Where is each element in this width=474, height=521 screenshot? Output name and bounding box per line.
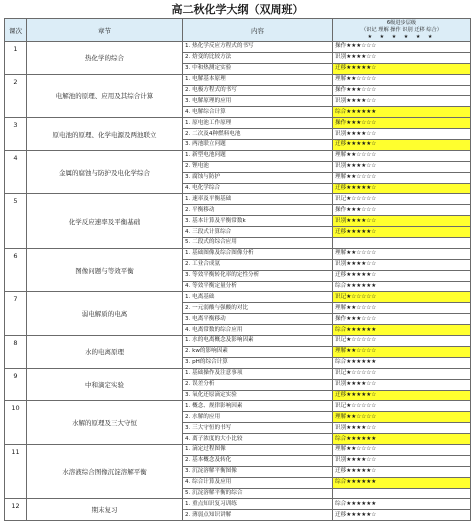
lesson-number: 8 <box>5 336 27 369</box>
content-item: 4. 电离常数的综合应用 <box>183 325 333 336</box>
chapter-title: 电解池的原理、应用及其综合计算 <box>27 74 183 118</box>
level-rating: 识别★★★★☆☆ <box>333 96 471 107</box>
page-title: 高二秋化学大纲（双周班） <box>171 3 304 16</box>
chapter-title: 弱电解质的电离 <box>27 292 183 336</box>
content-item: 2. 薄弱点知识讲解 <box>183 510 333 521</box>
lesson-number: 10 <box>5 401 27 445</box>
lesson-number: 9 <box>5 368 27 401</box>
lesson-number: 5 <box>5 194 27 248</box>
level-rating: 理解★★☆☆☆☆ <box>333 150 471 161</box>
level-legend-names: （识记 理解 操作 识别 迁移 综合） <box>361 27 442 33</box>
level-rating: 综合★★★★★★ <box>333 357 471 368</box>
content-item: 4. 电解综合计算 <box>183 107 333 118</box>
table-row <box>5 194 471 205</box>
content-item: 2. 误差分析 <box>183 379 333 390</box>
chapter-title: 原电池的原理、化学电源及两池联立 <box>27 118 183 151</box>
level-rating: 迁移★★★★★☆ <box>333 390 471 401</box>
content-item: 2. 一元弱酸与强酸的对比 <box>183 303 333 314</box>
content-item: 2. kw的影响因素 <box>183 346 333 357</box>
level-rating: 理解★★☆☆☆☆ <box>333 303 471 314</box>
content-item: 1. 原电池工作原理 <box>183 118 333 129</box>
level-rating: 综合★★★★★★ <box>333 499 471 510</box>
content-item: 1. 基础操作及注意事项 <box>183 368 333 379</box>
content-item: 4. 综合计算及应用 <box>183 477 333 488</box>
lesson-number: 7 <box>5 292 27 336</box>
level-rating: 综合★★★★★★ <box>333 325 471 336</box>
content-item: 1. 速率及平衡基础 <box>183 194 333 205</box>
content-item: 4. 等效平衡定量分析 <box>183 281 333 292</box>
table-row <box>5 401 471 412</box>
lesson-number: 6 <box>5 248 27 292</box>
level-rating: 综合★★★★★★ <box>333 477 471 488</box>
level-rating: 理解★★☆☆☆☆ <box>333 444 471 455</box>
level-rating: 迁移★★★★★☆ <box>333 227 471 238</box>
chapter-title: 化学反应速率及平衡基础 <box>27 194 183 248</box>
content-item: 1. 水的电离概念及影响因素 <box>183 336 333 347</box>
level-rating: 识别★★★★☆☆ <box>333 216 471 227</box>
level-rating: 操作★★★☆☆☆ <box>333 85 471 96</box>
level-rating: 理解★★☆☆☆☆ <box>333 412 471 423</box>
lesson-number: 3 <box>5 118 27 151</box>
level-rating: 理解★★☆☆☆☆ <box>333 74 471 85</box>
chapter-title: 中和滴定实验 <box>27 368 183 401</box>
content-item: 3. 基本计算及平衡常数k <box>183 216 333 227</box>
content-item: 2. 锂电池 <box>183 161 333 172</box>
content-item: 1. 热化学反应方程式的书写 <box>183 42 333 53</box>
chapter-title: 水的电离原理 <box>27 336 183 369</box>
level-rating <box>333 488 471 499</box>
level-rating: 识记★☆☆☆☆☆ <box>333 336 471 347</box>
table-row <box>5 248 471 259</box>
level-rating: 迁移★★★★★☆ <box>333 270 471 281</box>
header-chapter: 章节 <box>27 19 183 42</box>
content-item: 2. 基本概念及转化 <box>183 455 333 466</box>
level-rating: 理解★★☆☆☆☆ <box>333 346 471 357</box>
table-row <box>5 42 471 53</box>
level-rating: 识记★☆☆☆☆☆ <box>333 368 471 379</box>
level-rating: 理解★★☆☆☆☆ <box>333 172 471 183</box>
header-level-legend <box>333 19 471 42</box>
content-item: 3. 等效平衡转化率的定性分析 <box>183 270 333 281</box>
level-rating: 识别★★★★☆☆ <box>333 259 471 270</box>
content-item: 3. 三大守恒的书写 <box>183 423 333 434</box>
level-rating: 识别★★★★☆☆ <box>333 455 471 466</box>
content-item: 4. 三段式计算综合 <box>183 227 333 238</box>
content-item: 1. 重点知识复习训练 <box>183 499 333 510</box>
content-item: 1. 滴定过程图像 <box>183 444 333 455</box>
level-rating: 操作★★★☆☆☆ <box>333 314 471 325</box>
content-item: 3. 两池联立问题 <box>183 140 333 151</box>
table-row <box>5 444 471 455</box>
level-rating: 操作★★★☆☆☆ <box>333 118 471 129</box>
content-item: 2. 焓变的比较方法 <box>183 52 333 63</box>
table-row <box>5 292 471 303</box>
level-rating: 识别★★★★☆☆ <box>333 161 471 172</box>
content-item: 3. 电解原理的应用 <box>183 96 333 107</box>
content-item: 3. 腐蚀与防护 <box>183 172 333 183</box>
content-item: 1. 电离基础 <box>183 292 333 303</box>
chapter-title: 期末复习 <box>27 499 183 521</box>
chapter-title: 水解的原理及三大守恒 <box>27 401 183 445</box>
lesson-number: 12 <box>5 499 27 521</box>
content-item: 1. 概念、规律影响因素 <box>183 401 333 412</box>
level-rating: 迁移★★★★★☆ <box>333 466 471 477</box>
lesson-number: 1 <box>5 42 27 75</box>
chapter-title: 金属的腐蚀与防护及电化学综合 <box>27 150 183 194</box>
table-row <box>5 150 471 161</box>
level-rating: 理解★★☆☆☆☆ <box>333 248 471 259</box>
level-rating: 综合★★★★★★ <box>333 107 471 118</box>
content-item: 3. 沉淀溶解平衡图像 <box>183 466 333 477</box>
level-rating: 识别★★★★☆☆ <box>333 423 471 434</box>
level-rating: 识别★★★★☆☆ <box>333 379 471 390</box>
table-row <box>5 74 471 85</box>
table-row <box>5 336 471 347</box>
content-item: 5. 沉淀溶解平衡的综合 <box>183 488 333 499</box>
level-rating: 综合★★★★★★ <box>333 434 471 445</box>
chapter-title: 图像问题与等效平衡 <box>27 248 183 292</box>
content-item: 3. 电离平衡移动 <box>183 314 333 325</box>
level-legend-title: 6级进步层级 <box>386 20 417 26</box>
lesson-number: 4 <box>5 150 27 194</box>
chapter-title: 水溶液综合图像沉淀溶解平衡 <box>27 444 183 498</box>
content-item: 3. pH的综合计算 <box>183 357 333 368</box>
level-rating: 识记★☆☆☆☆☆ <box>333 401 471 412</box>
level-rating: 识别★★★★☆☆ <box>333 129 471 140</box>
level-rating: 识记★☆☆☆☆☆ <box>333 194 471 205</box>
table-row <box>5 118 471 129</box>
content-item: 1. 电解基本原理 <box>183 74 333 85</box>
content-item: 3. 中和热测定实验 <box>183 63 333 74</box>
syllabus-body <box>5 42 471 521</box>
content-item: 2. 二次及4种燃料电池 <box>183 129 333 140</box>
level-rating: 操作★★★☆☆☆ <box>333 205 471 216</box>
level-rating <box>333 238 471 249</box>
chapter-title: 热化学的综合 <box>27 42 183 75</box>
content-item: 2. 平衡移动 <box>183 205 333 216</box>
level-legend-stars: ★ ★ ★ ★ ★ ★ <box>367 34 436 40</box>
content-item: 4. 电化学综合 <box>183 183 333 194</box>
level-rating: 识记★☆☆☆☆☆ <box>333 292 471 303</box>
content-item: 2. 工业合成氨 <box>183 259 333 270</box>
content-item: 1. 基础图像及综合图像分析 <box>183 248 333 259</box>
level-rating: 综合★★★★★★ <box>333 281 471 292</box>
level-rating: 迁移★★★★★☆ <box>333 63 471 74</box>
content-item: 1. 新型电池问题 <box>183 150 333 161</box>
content-item: 5. 二段式的综合应用 <box>183 238 333 249</box>
content-item: 3. 氧化还原滴定实验 <box>183 390 333 401</box>
level-rating: 迁移★★★★★☆ <box>333 140 471 151</box>
level-rating: 迁移★★★★★☆ <box>333 510 471 521</box>
header-content: 内容 <box>183 19 333 42</box>
content-item: 2. 水解的应用 <box>183 412 333 423</box>
header-lesson: 课次 <box>5 19 27 42</box>
level-rating: 操作★★★☆☆☆ <box>333 42 471 53</box>
content-item: 4. 离子浓度的大小比较 <box>183 434 333 445</box>
lesson-number: 2 <box>5 74 27 118</box>
lesson-number: 11 <box>5 444 27 498</box>
table-row <box>5 368 471 379</box>
level-rating: 迁移★★★★★☆ <box>333 183 471 194</box>
syllabus-table <box>4 0 471 521</box>
content-item: 2. 电极方程式的书写 <box>183 85 333 96</box>
level-rating: 识别★★★★☆☆ <box>333 52 471 63</box>
table-row <box>5 499 471 510</box>
